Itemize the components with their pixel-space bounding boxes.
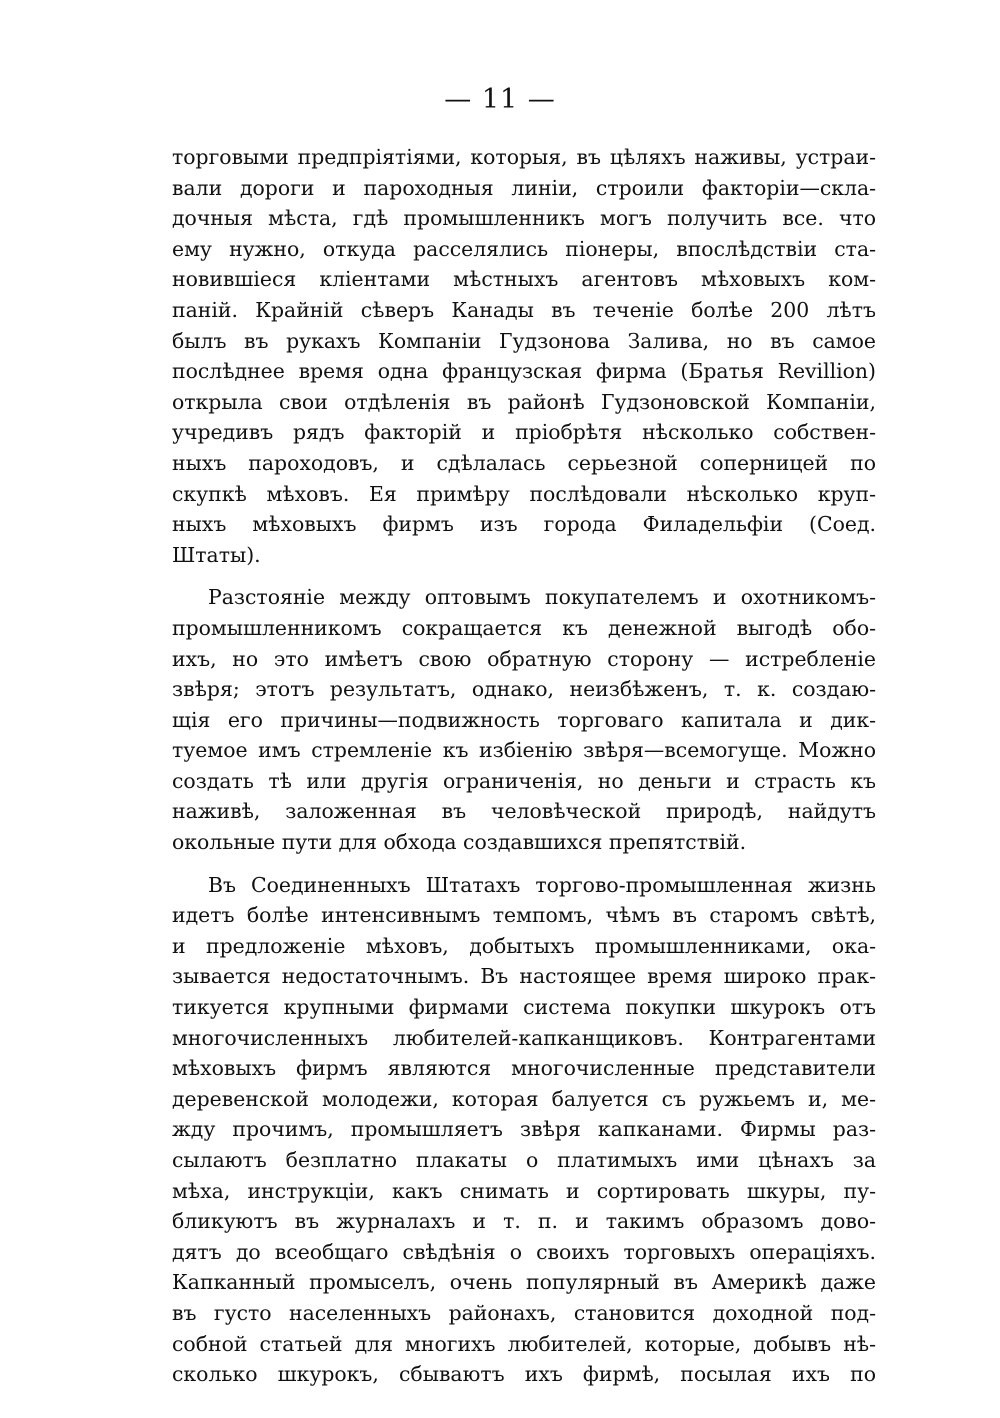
text-line: сылаютъ безплатно плакаты о платимыхъ ими цѣнахъ за	[172, 1148, 876, 1172]
text-line: ихъ, но это имѣетъ свою обратную сторону — истребленіе	[172, 646, 876, 671]
text-line: промышленникомъ сокращается къ денежной выгодѣ обо-	[172, 615, 876, 640]
text-line: многочисленныхъ любителей-капканщиковъ. Контрагентами	[172, 1025, 876, 1050]
paragraph-3	[172, 870, 876, 1390]
text-line: бликуютъ въ журналахъ и т. п. и такимъ образомъ дово-	[172, 1209, 876, 1234]
text-line: мѣховыхъ фирмъ являются многочисленные представители	[172, 1056, 876, 1081]
text-line: тикуется крупными фирмами система покупки шкурокъ отъ	[172, 995, 876, 1020]
text-line: въ густо населенныхъ районахъ, становится доходной под-	[172, 1300, 876, 1325]
text-line: Разстояніе между оптовымъ покупателемъ и охотникомъ-	[208, 585, 876, 610]
paragraph-gap	[172, 570, 876, 582]
text-line: ныхъ пароходовъ, и сдѣлалась серьезной соперницей по	[172, 450, 876, 475]
text-line: щія его причины—подвижность торговаго капитала и дик-	[172, 707, 876, 732]
paragraph-1	[172, 142, 876, 570]
text-line: и предложеніе мѣховъ, добытыхъ промышленниками, ока-	[172, 933, 876, 958]
text-line: вали дороги и пароходныя линіи, строили факторіи—скла-	[172, 175, 876, 200]
text-line: окольные пути для обхода создавшихся препятствій.	[172, 830, 747, 855]
text-line: дочныя мѣста, гдѣ промышленникъ могъ получить все. что	[172, 206, 876, 231]
text-line: открыла свои отдѣленія въ районѣ Гудзоновской Компаніи,	[172, 389, 876, 414]
text-line: торговыми предпріятіями, которыя, въ цѣляхъ наживы, устраи-	[172, 145, 876, 169]
text-line: учредивъ рядъ факторій и пріобрѣтя нѣсколько собствен-	[172, 420, 876, 445]
page-number: — 11 —	[444, 84, 556, 115]
text-line: дятъ до всеобщаго свѣдѣнія о своихъ торговыхъ операціяхъ.	[172, 1239, 876, 1264]
text-line: скупкѣ мѣховъ. Ея примѣру послѣдовали нѣсколько круп-	[172, 481, 876, 506]
text-line: наживѣ, заложенная въ человѣческой природѣ, найдутъ	[172, 799, 876, 824]
text-line: жду прочимъ, промышляетъ звѣря капканами. Фирмы раз-	[172, 1117, 876, 1142]
text-line: создать тѣ или другія ограниченія, но деньги и страсть къ	[172, 768, 876, 793]
paragraph-gap	[172, 858, 876, 870]
text-line: ныхъ мѣховыхъ фирмъ изъ города Филадельфіи (Соед.	[172, 512, 876, 537]
text-line: ему нужно, откуда расселялись піонеры, впослѣдствіи ста-	[172, 236, 876, 261]
text-line: сколько шкурокъ, сбываютъ ихъ фирмѣ, посылая ихъ по	[172, 1362, 876, 1387]
text-line: новившіеся кліентами мѣстныхъ агентовъ мѣховыхъ ком-	[172, 267, 876, 292]
text-line: паній. Крайній сѣверъ Канады въ теченіе болѣе 200 лѣтъ	[172, 297, 876, 322]
body-text	[172, 142, 876, 1390]
text-line: туемое имъ стремленіе къ избіенію звѣря—всемогуще. Можно	[172, 738, 876, 763]
text-line: деревенской молодежи, которая балуется съ ружьемъ и, ме-	[172, 1086, 876, 1111]
text-line: послѣднее время одна французская фирма (Братья Revillion)	[172, 359, 876, 384]
paragraph-2	[172, 582, 876, 857]
text-line: звѣря; этотъ результатъ, однако, неизбѣженъ, т. к. создаю-	[172, 677, 876, 702]
text-line: былъ въ рукахъ Компаніи Гудзонова Залива, но въ самое	[172, 328, 876, 353]
text-line: собной статьей для многихъ любителей, которые, добывъ нѣ-	[172, 1331, 876, 1356]
text-line: зывается недостаточнымъ. Въ настоящее время широко прак-	[172, 964, 876, 989]
text-line: мѣха, инструкціи, какъ снимать и сортировать шкуры, пу-	[172, 1178, 876, 1203]
text-line: Въ Соединенныхъ Штатахъ торгово-промышленная жизнь	[208, 872, 876, 897]
text-line: идетъ болѣе интенсивнымъ темпомъ, чѣмъ въ старомъ свѣтѣ,	[172, 903, 876, 928]
text-line: Капканный промыселъ, очень популярный въ Америкѣ даже	[172, 1270, 876, 1295]
text-line: Штаты).	[172, 542, 261, 567]
